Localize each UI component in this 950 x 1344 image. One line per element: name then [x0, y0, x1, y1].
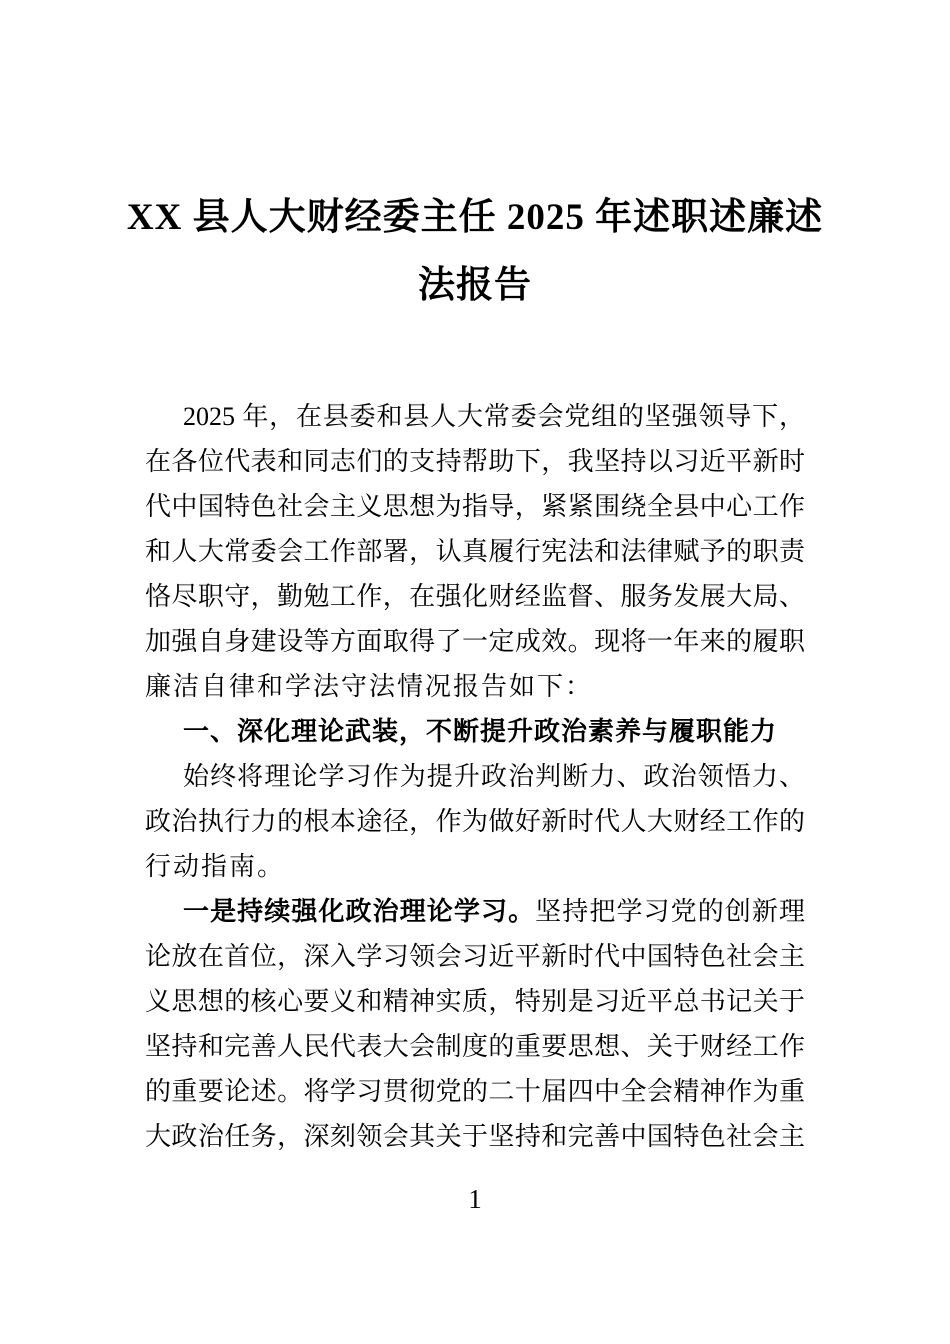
text-segment: 始终将理论学习作为提升政治判断力、政治领悟力、	[183, 762, 805, 791]
text-segment: 代中国特色社会主义思想为指导，紧紧围绕全县中心工作	[145, 492, 805, 521]
text-segment: 坚持和完善人民代表大会制度的重要思想、关于财经工作	[145, 1032, 805, 1061]
text-line	[145, 439, 805, 484]
document-body	[145, 394, 805, 1159]
text-segment: 加强自身建设等方面取得了一定成效。现将一年来的履职	[145, 627, 805, 656]
text-segment: 一是持续强化政治理论学习。	[183, 897, 536, 926]
text-segment: 在各位代表和同志们的支持帮助下，我坚持以习近平新时	[145, 447, 805, 476]
document-title-line: XX 县人大财经委主任 2025 年述职述廉述	[126, 197, 824, 238]
text-line	[145, 934, 805, 979]
text-line	[145, 799, 805, 844]
text-segment: 的重要论述。将学习贯彻党的二十届四中全会精神作为重	[145, 1077, 805, 1106]
text-segment: 坚持把学习党的创新理	[535, 897, 805, 926]
text-segment: 论放在首位，深入学习领会习近平新时代中国特色社会主	[145, 942, 805, 971]
text-line	[145, 619, 805, 664]
text-line	[145, 889, 805, 934]
text-line	[145, 844, 805, 889]
text-line	[145, 664, 805, 709]
text-line	[145, 979, 805, 1024]
text-line	[145, 394, 805, 439]
page-number: 1	[468, 1184, 482, 1214]
text-line	[145, 754, 805, 799]
text-segment: 恪尽职守，勤勉工作，在强化财经监督、服务发展大局、	[145, 582, 805, 611]
text-line	[145, 1069, 805, 1114]
text-segment: 和人大常委会工作部署，认真履行宪法和法律赋予的职责	[145, 537, 805, 566]
document-title-line: 法报告	[418, 265, 532, 306]
text-segment: 一、深化理论武装，不断提升政治素养与履职能力	[183, 716, 778, 746]
document-title	[0, 184, 950, 320]
text-line	[145, 574, 805, 619]
text-segment: 廉洁自律和学法守法情况报告如下：	[145, 672, 594, 701]
text-line	[145, 1114, 805, 1159]
text-line	[145, 1024, 805, 1069]
text-segment: 政治执行力的根本途径，作为做好新时代人大财经工作的	[145, 807, 805, 836]
text-line	[145, 529, 805, 574]
section-heading	[145, 709, 805, 754]
text-segment: 义思想的核心要义和精神实质，特别是习近平总书记关于	[145, 987, 805, 1016]
text-line	[145, 484, 805, 529]
text-segment: 2025 年，在县委和县人大常委会党组的坚强领导下，	[183, 402, 805, 431]
text-segment: 行动指南。	[145, 852, 286, 881]
text-segment: 大政治任务，深刻领会其关于坚持和完善中国特色社会主	[145, 1122, 805, 1151]
